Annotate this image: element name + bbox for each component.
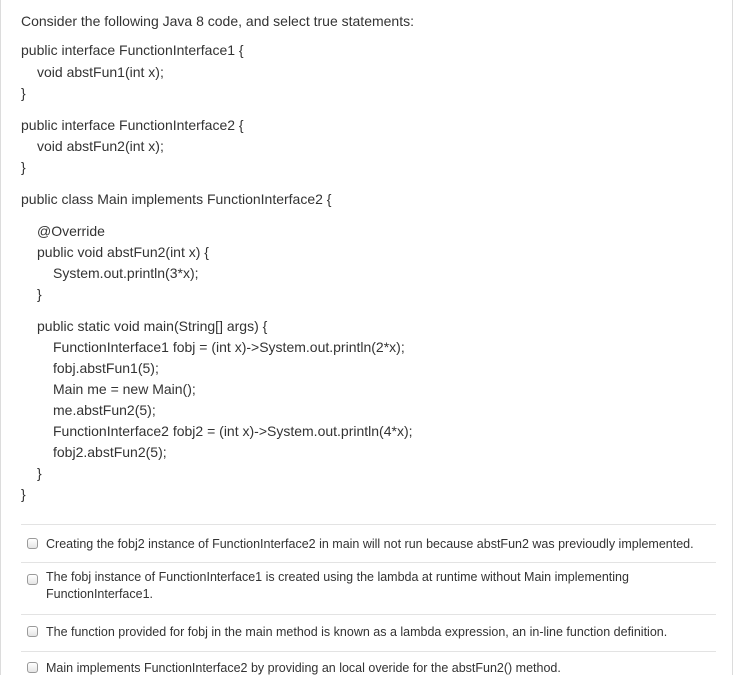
- checkbox[interactable]: [27, 626, 38, 637]
- code-line: fobj.abstFun1(5);: [53, 360, 159, 376]
- code-line: System.out.println(3*x);: [53, 265, 199, 281]
- code-line: me.abstFun2(5);: [53, 402, 156, 418]
- code-line: }: [21, 486, 26, 502]
- question-prompt: Consider the following Java 8 code, and select true statements:: [21, 13, 414, 29]
- code-line: }: [21, 85, 26, 101]
- code-line: Main me = new Main();: [53, 381, 196, 397]
- answer-option-4[interactable]: [21, 651, 716, 675]
- option-label[interactable]: Main implements FunctionInterface2 by providing an local overide for the abstFun2() method.: [46, 661, 561, 675]
- checkbox[interactable]: [27, 538, 38, 549]
- code-line: public static void main(String[] args) {: [37, 318, 268, 334]
- answer-options: [21, 524, 716, 675]
- code-line: public interface FunctionInterface2 {: [21, 117, 244, 133]
- answer-option-1[interactable]: [21, 524, 716, 562]
- code-line: }: [37, 286, 42, 302]
- answer-option-2[interactable]: [21, 562, 716, 614]
- option-label[interactable]: The fobj instance of FunctionInterface1 is created using the lambda at runtime without Main implementing FunctionInterface1.: [46, 570, 629, 601]
- code-line: FunctionInterface1 fobj = (int x)->System.out.println(2*x);: [53, 339, 405, 355]
- code-line: fobj2.abstFun2(5);: [53, 444, 167, 460]
- code-line: public void abstFun2(int x) {: [37, 244, 209, 260]
- code-line: void abstFun1(int x);: [37, 64, 164, 80]
- code-line: @Override: [37, 223, 105, 239]
- option-label[interactable]: Creating the fobj2 instance of FunctionInterface2 in main will not run because abstFun2 was previoudly implemented.: [46, 537, 694, 551]
- answer-option-3[interactable]: [21, 614, 716, 651]
- code-line: public interface FunctionInterface1 {: [21, 42, 244, 58]
- option-label[interactable]: The function provided for fobj in the main method is known as a lambda expression, an in-line function definition.: [46, 625, 668, 639]
- code-line: public class Main implements FunctionInterface2 {: [21, 191, 332, 207]
- checkbox[interactable]: [27, 662, 38, 673]
- code-line: void abstFun2(int x);: [37, 138, 164, 154]
- code-line: FunctionInterface2 fobj2 = (int x)->System.out.println(4*x);: [53, 423, 413, 439]
- code-line: }: [37, 465, 42, 481]
- code-line: }: [21, 159, 26, 175]
- checkbox[interactable]: [27, 574, 38, 585]
